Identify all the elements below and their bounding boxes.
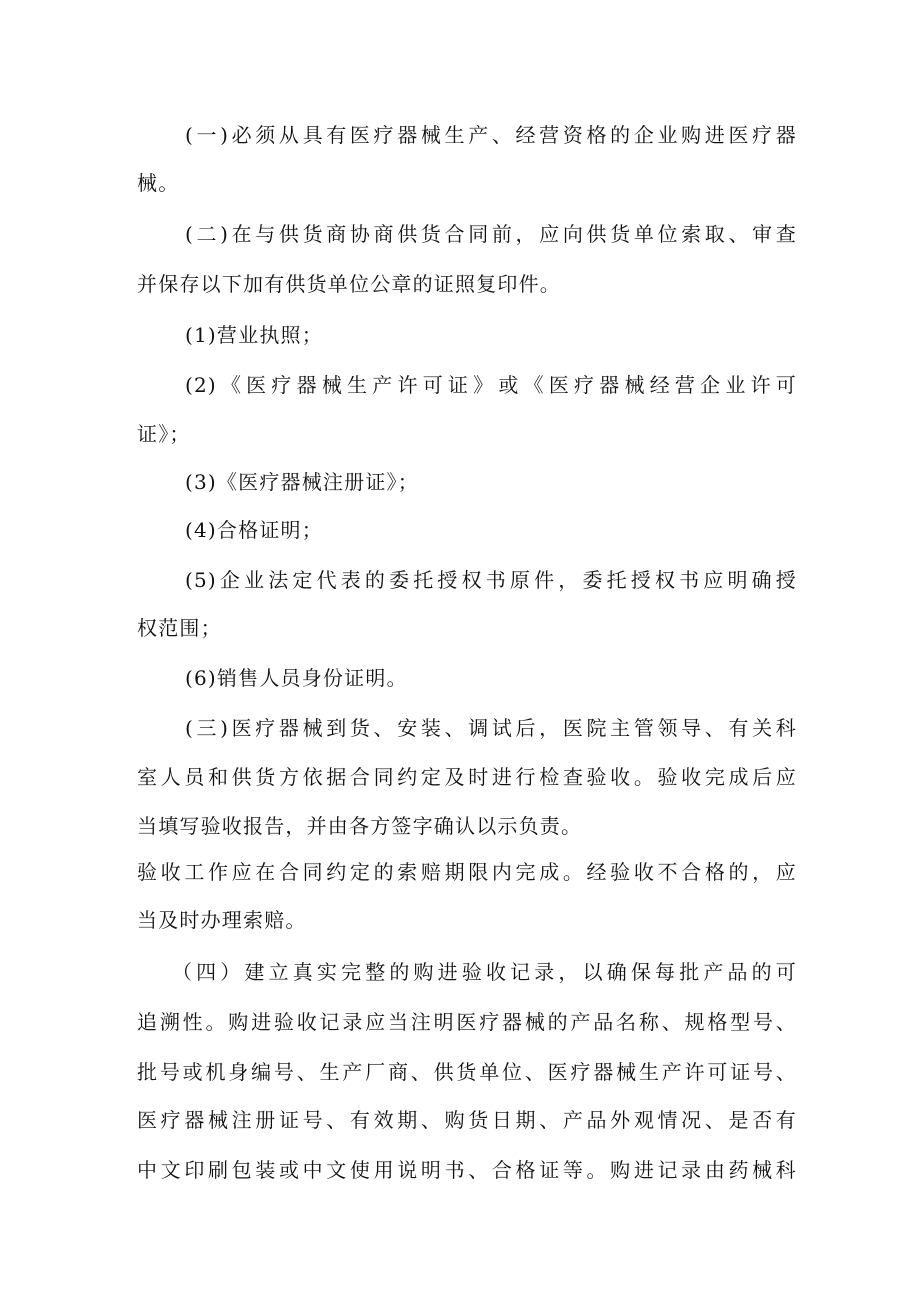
paragraph-5-line-4: 医疗器械注册证号、有效期、购货日期、产品外观情况、是否有	[137, 1108, 797, 1132]
paragraph-3-line-3: 当填写验收报告，并由各方签字确认以示负责。	[137, 814, 583, 838]
list-item-2-line-1: (2)《医疗器械生产许可证》或《医疗器械经营企业许可	[185, 373, 797, 397]
list-item-2-line-2: 证》；	[137, 422, 191, 446]
list-item-1: (1)营业执照；	[185, 323, 323, 347]
list-item-4: (4)合格证明；	[185, 518, 323, 542]
paragraph-5-line-5: 中文印刷包装或中文使用说明书、合格证等。购进记录由药械科	[137, 1158, 797, 1182]
paragraph-5-line-2: 追溯性。购进验收记录应当注明医疗器械的产品名称、规格型号、	[137, 1010, 797, 1034]
paragraph-1-line-1: (一)必须从具有医疗器械生产、经营资格的企业购进医疗器	[185, 123, 797, 147]
list-item-6: (6)销售人员身份证明。	[185, 666, 408, 690]
paragraph-5-line-1: （四）建立真实完整的购进验收记录，以确保每批产品的可	[172, 960, 797, 984]
paragraph-1-line-2: 械。	[137, 171, 180, 195]
paragraph-2-line-2: 并保存以下加有供货单位公章的证照复印件。	[137, 272, 561, 296]
list-item-5-line-2: 权范围；	[137, 616, 222, 640]
paragraph-3-line-2: 室人员和供货方依据合同约定及时进行检查验收。验收完成后应	[137, 765, 797, 789]
paragraph-2-line-1: (二)在与供货商协商供货合同前，应向供货单位索取、审查	[185, 222, 797, 246]
paragraph-3-line-1: (三)医疗器械到货、安装、调试后，医院主管领导、有关科	[185, 716, 797, 740]
paragraph-5-line-3: 批号或机身编号、生产厂商、供货单位、医疗器械生产许可证号、	[137, 1060, 797, 1084]
paragraph-4-line-1: 验收工作应在合同约定的索赔期限内完成。经验收不合格的，应	[137, 860, 797, 884]
list-item-3: (3)《医疗器械注册证》；	[185, 470, 419, 494]
list-item-5-line-1: (5)企业法定代表的委托授权书原件，委托授权书应明确授	[185, 568, 797, 592]
paragraph-4-line-2: 当及时办理索赔。	[137, 908, 307, 932]
